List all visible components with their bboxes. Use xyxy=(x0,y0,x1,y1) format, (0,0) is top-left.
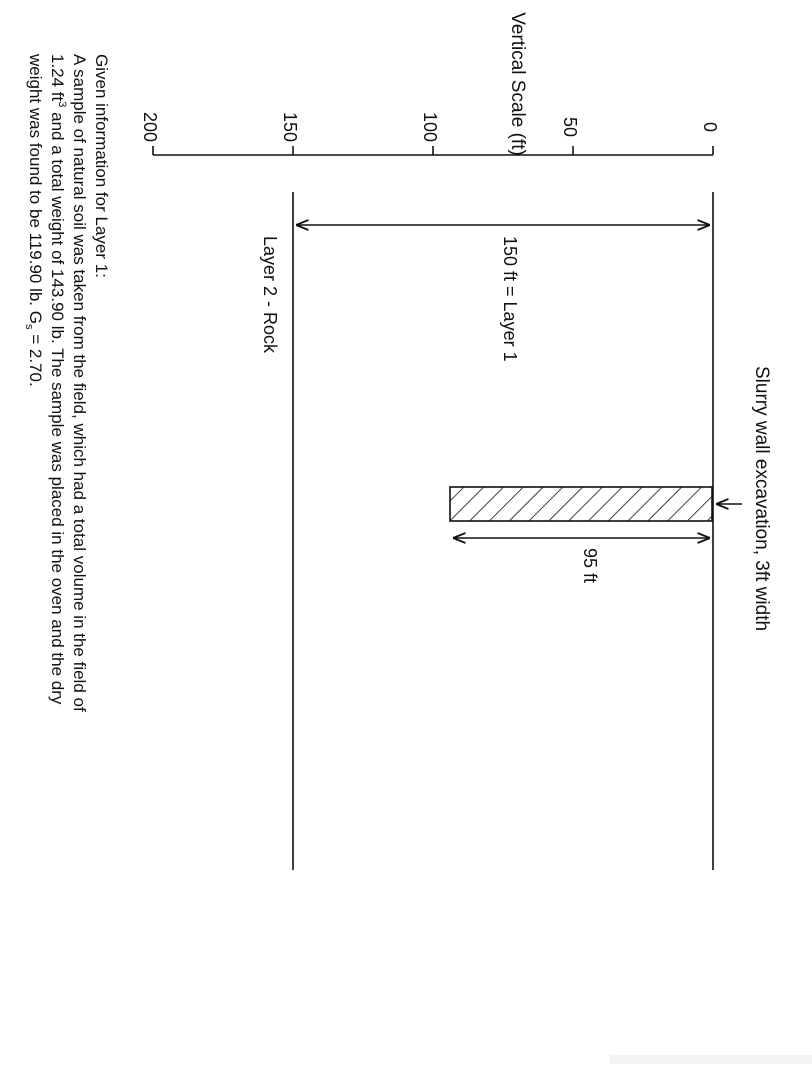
tick-label-100: 100 xyxy=(420,111,440,143)
tick-label-200: 200 xyxy=(140,111,160,143)
tick-label-50: 50 xyxy=(560,116,580,138)
given-heading: Given information for Layer 1: xyxy=(92,54,111,278)
excavation-label: Slurry wall excavation, 3ft width xyxy=(751,366,772,632)
vertical-scale-label: Vertical Scale (ft) xyxy=(507,12,528,156)
given-line-1: A sample of natural soil was taken from the field, which had a total volume in the field of xyxy=(70,54,89,712)
excavation-depth-label: 95 ft xyxy=(580,548,600,584)
tick-label-0: 0 xyxy=(700,121,720,133)
bottom-strip xyxy=(610,1055,812,1064)
given-information xyxy=(23,53,111,712)
layer2-label: Layer 2 - Rock xyxy=(260,236,280,354)
given-line-2: 1.24 $ft^3$ and a total weight of 143.90 lb. The sample was placed in the oven and the dry xyxy=(48,54,68,705)
tick-label-150: 150 xyxy=(280,111,300,143)
slurry-wall-excavation xyxy=(450,487,712,521)
layer1-label: 150 ft = Layer 1 xyxy=(500,236,520,362)
given-line-3: weight was found to be 119.90 lb. $G_s = 2.70$. xyxy=(23,54,45,387)
scale-ruler xyxy=(153,146,713,155)
